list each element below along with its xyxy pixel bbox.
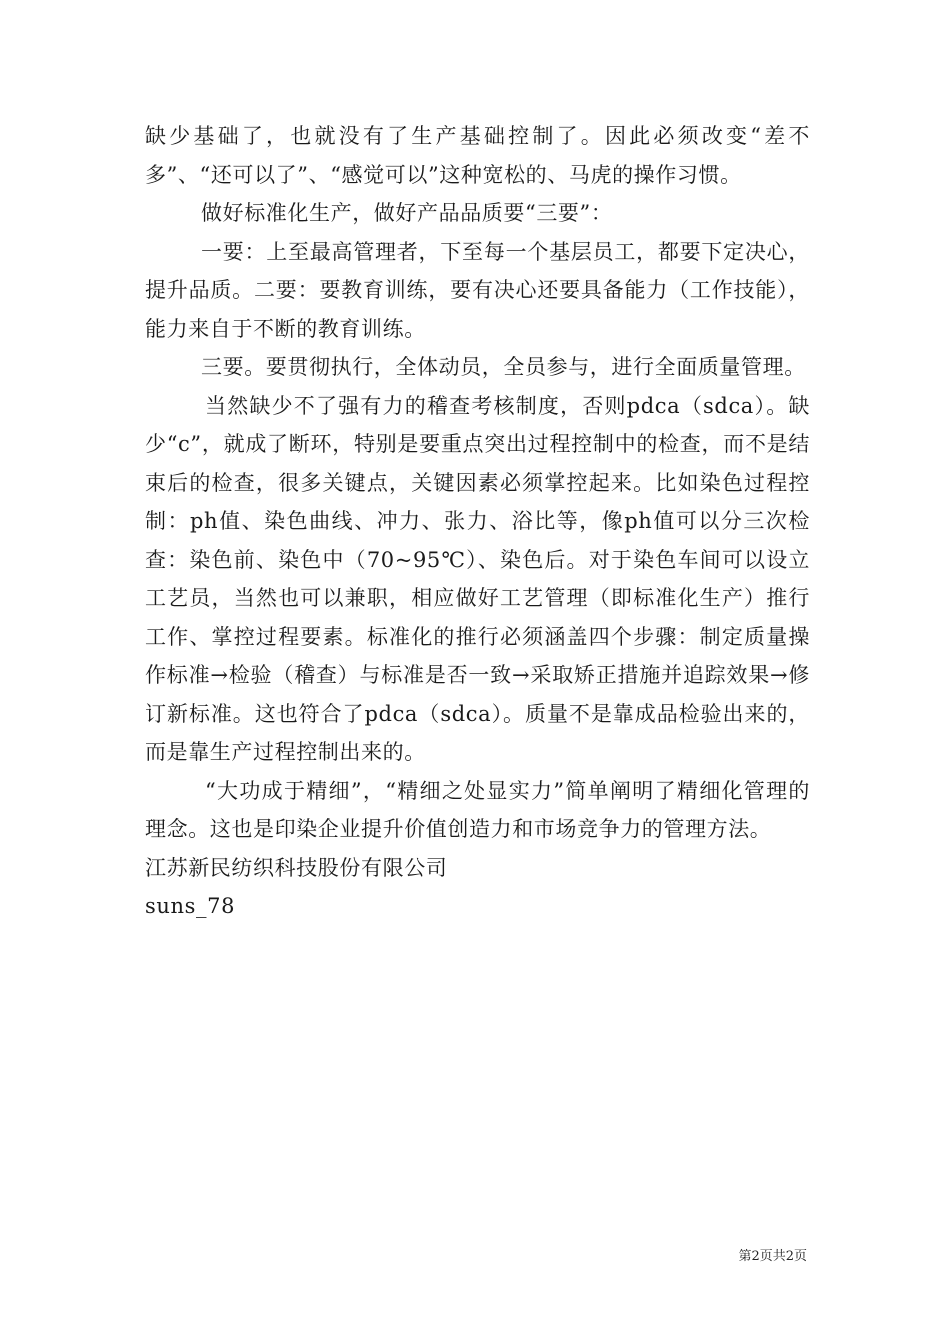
author-name: suns_78: [145, 894, 236, 918]
company-name: 江苏新民纺织科技股份有限公司: [145, 855, 448, 880]
paragraph-requirement-three: 三要。要贯彻执行，全体动员，全员参与，进行全面质量管理。: [201, 355, 806, 379]
paragraph-refined-management: “大功成于精细”，“精细之处显实力”简单阐明了精细化管理的理念。这也是印染企业提升价值创造力和市场竞争力的管理方法。: [145, 778, 810, 841]
page-number-footer: 第2页共2页: [738, 1249, 807, 1264]
paragraph-intro: 缺少基础了，也就没有了生产基础控制了。因此必须改变“差不多”、“还可以了”、“感觉可以”这种宽松的、马虎的操作习惯。: [145, 124, 810, 187]
paragraph-three-requirements-heading: 做好标准化生产，做好产品品质要“三要”：: [201, 201, 613, 225]
document-body: [145, 117, 810, 926]
paragraph-inspection-system: 当然缺少不了强有力的稽查考核制度，否则pdca（sdca）。缺少“c”，就成了断环，特别是要重点突出过程控制中的检查，而不是结束后的检查，很多关键点，关键因素必须掌控起来。比如染色过程控制：ph值、染色曲线、冲力、张力、浴比等，像ph值可以分三次检查：染色前、染色中（70~95℃）、染色后。对于染色车间可以设立工艺员，当然也可以兼职，相应做好工艺管理（即标准化生产）推行工作、掌控过程要素。标准化的推行必须涵盖四个步骤：制定质量操作标准→检验（稽查）与标准是否一致→采取矫正措施并追踪效果→修订新标准。这也符合了pdca（sdca）。质量不是靠成品检验出来的，而是靠生产过程控制出来的。: [145, 393, 810, 764]
paragraph-requirements-one-two: 一要：上至最高管理者，下至每一个基层员工，都要下定决心，提升品质。二要：要教育训练，要有决心还要具备能力（工作技能），能力来自于不断的教育训练。: [145, 239, 810, 341]
